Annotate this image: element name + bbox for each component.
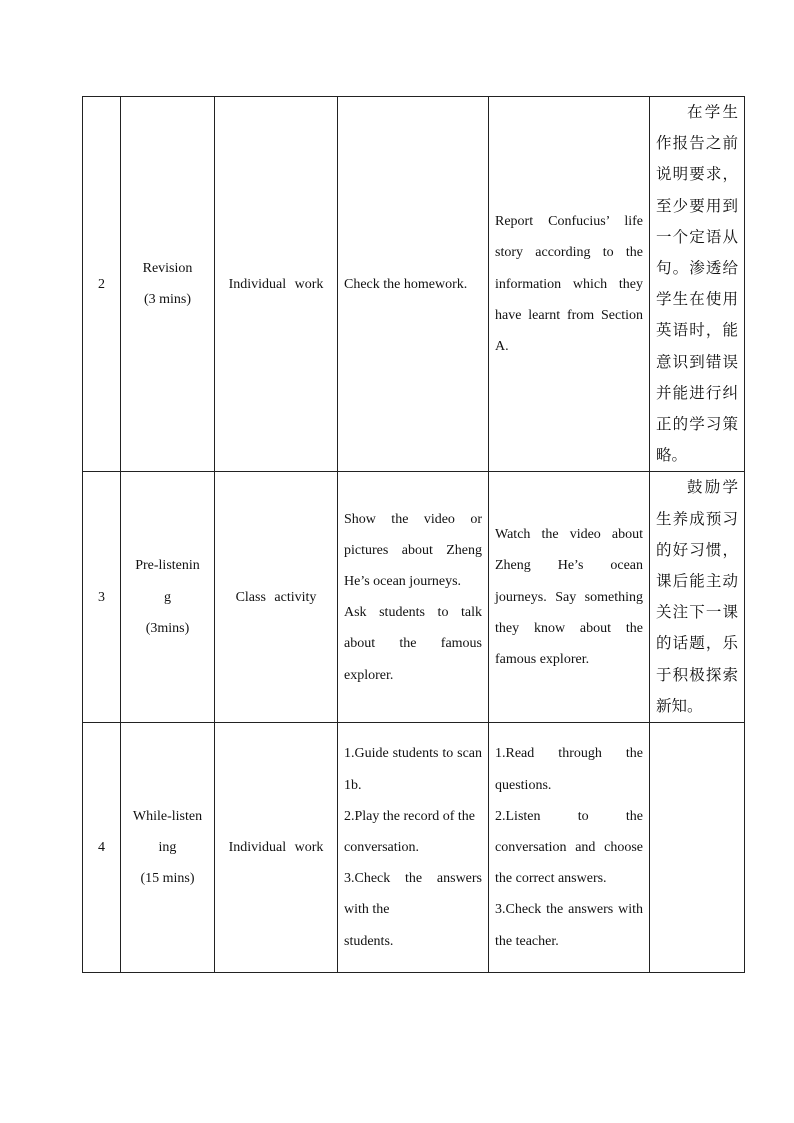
stage-line: (15 mins) (140, 871, 195, 887)
purpose-cell (650, 97, 745, 472)
lesson-plan-table (82, 96, 745, 973)
mode-text: Individual work (228, 839, 324, 855)
mode-cell (215, 472, 338, 723)
teacher-line: conversation. (344, 839, 420, 855)
student-line: Report Confucius’ life story according to the information which they have learnt from Section A. (495, 214, 643, 355)
teacher-activity-cell (338, 723, 489, 973)
student-line: 1.Read through the questions. (495, 746, 643, 793)
teacher-line: 1.Guide students to scan 1b. (344, 746, 482, 793)
stage-line: ing (158, 839, 177, 855)
mode-text: Class activity (235, 589, 317, 605)
stage-line: While-listen (132, 808, 203, 824)
student-line: Watch the video about Zheng He’s ocean journeys. Say something they know about the famous explorer. (495, 527, 643, 668)
stage-line: (3 mins) (143, 292, 192, 308)
purpose-cell (650, 472, 745, 723)
teacher-activity-cell (338, 97, 489, 472)
stage-cell (121, 723, 215, 973)
student-activity-cell (489, 472, 650, 723)
student-activity-cell (489, 97, 650, 472)
student-line: 2.Listen to the conversation and choose the correct answers. (495, 808, 643, 887)
teacher-line: Ask students to talk about the famous explorer. (344, 605, 482, 683)
table-row (83, 472, 745, 723)
step-number: 2 (83, 97, 121, 472)
step-number: 3 (83, 472, 121, 723)
mode-cell (215, 97, 338, 472)
table-row (83, 97, 745, 472)
teacher-line: 2.Play the record of the (344, 808, 476, 824)
stage-cell (121, 472, 215, 723)
purpose-cell (650, 723, 745, 973)
step-number: 4 (83, 723, 121, 973)
stage-cell (121, 97, 215, 472)
student-line: 3.Check the answers with the teacher. (495, 902, 643, 949)
stage-line: Revision (142, 261, 193, 277)
stage-line: (3mins) (145, 620, 190, 636)
purpose-text: 在学生作报告之前说明要求，至少要用到一个定语从句。渗透给学生在使用英语时，能意识到错误并能进行纠正的学习策略。 (656, 103, 738, 465)
student-activity-cell (489, 723, 650, 973)
teacher-line: Show the video or pictures about Zheng He’s ocean journeys. (344, 511, 482, 590)
teacher-line: 3.Check the answers with the (344, 871, 482, 918)
teacher-line: Check the homework. (344, 276, 468, 292)
stage-line: g (164, 589, 171, 605)
teacher-activity-cell (338, 472, 489, 723)
purpose-text: 鼓励学生养成预习的好习惯，课后能主动关注下一课的话题，乐于积极探索新知。 (656, 478, 738, 715)
teacher-line: students. (344, 933, 394, 949)
mode-cell (215, 723, 338, 973)
stage-line: Pre-listenin (135, 558, 200, 574)
table-row (83, 723, 745, 973)
mode-text: Individual work (228, 276, 324, 292)
